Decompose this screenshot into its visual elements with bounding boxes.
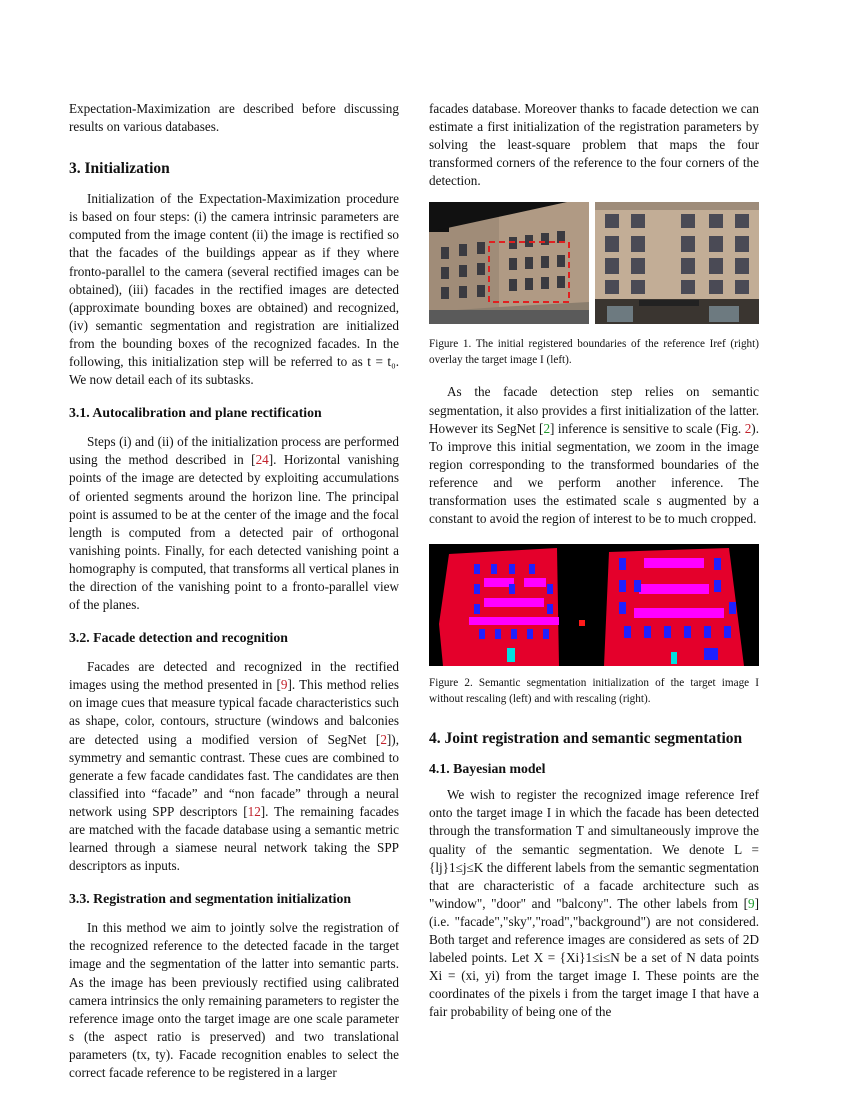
section-3-1-paragraph: Steps (i) and (ii) of the initialization process are performed using the method described in [24]. Horizontal vanishing points of the image are detected by exploiting accumulations of oriented segments around the horizon line. The principal point is assumed to be at the center of the image and the focal length is computed from a detected pair of orthogonal vanishing points. Finally, for each detected vanishing point a homography is computed, that transforms all vertical planes in the direction of the vanishing point to a fronto-parallel view of the planes.	[69, 434, 399, 613]
citation-link[interactable]: 2	[380, 731, 387, 747]
figure-1-caption: Figure 1. The initial registered boundaries of the reference Iref (right) overlay the target image I (left).	[429, 338, 759, 367]
segmentation-paragraph: As the facade detection step relies on semantic segmentation, it also provides a first initialization of the latter. However its SegNet [2] inference is sensitive to scale (Fig. 2). To improve this initial segmentation, we zoom in the image region corresponding to the transformed boundaries of the reference and we perform another inference. The transformation uses the estimated scale s augmented by a constant to avoid the region of interest to be to much cropped.	[429, 384, 759, 527]
citation-link[interactable]: 12	[247, 803, 261, 819]
right-column	[429, 100, 759, 1021]
intro-paragraph-end: Expectation-Maximization are described before discussing results on various databases.	[69, 101, 399, 135]
section-4-1-heading: 4.1. Bayesian model	[429, 761, 546, 777]
citation-link[interactable]: 9	[748, 895, 755, 911]
section-3-1-heading: 3.1. Autocalibration and plane rectification	[69, 405, 322, 421]
section-4-1-paragraph: We wish to register the recognized image reference Iref onto the target image I in which the facade has been detected through the transformation T and simultaneously improve the quality of the semantic segmentation. We denote L = {lj}1≤j≤K the different labels from the semantic segmentation that are characteristic of a facade architecture such as "window", "door" and "balcony". The other labels from [9] (i.e. "facade","sky","road","background") are not considered. Both target and reference images are considered as sets of 2D labeled points. Let X = {Xi}1≤i≤N be a set of N data points Xi = (xi, yi) from the target image I. These points are the coordinates of the pixels i from the target image I that have a fair probability of being one of the	[429, 787, 759, 1020]
citation-link[interactable]: 2	[543, 420, 551, 436]
figure-1-image	[429, 202, 759, 324]
figure-2-image	[429, 544, 759, 666]
continued-paragraph: facades database. Moreover thanks to facade detection we can estimate a first initialization of the registration parameters by solving the least-square problem that maps the four transformed corners of the reference to the four corners of the detection.	[429, 101, 759, 189]
figure-reference-link[interactable]: 2	[744, 420, 752, 436]
section-3-heading: 3. Initialization	[69, 160, 170, 178]
left-column	[69, 100, 399, 1082]
section-3-paragraph: Initialization of the Expectation-Maximization procedure is based on four steps: (i) the camera intrinsic parameters are computed from the image content (ii) the image is rectified so that the facades of the buildings appear as if they where fronto-parallel to the camera (several rectified images can be obtained), (iii) facades in the rectified images are detected (approximate bounding boxes are obtained) and recognized, (iv) semantic segmentation and registration are initialized from the bounding boxes of the recognized facades. In the following, this initialization step will be referred to as t = t₀. We now detail each of its subtasks.	[69, 191, 399, 388]
citation-link[interactable]: 9	[280, 677, 288, 693]
section-4-heading: 4. Joint registration and semantic segmentation	[429, 730, 743, 748]
figure-2-caption: Figure 2. Semantic segmentation initialization of the target image I without rescaling (left) and with rescaling (right).	[429, 677, 759, 706]
section-3-3-heading: 3.3. Registration and segmentation initialization	[69, 891, 352, 907]
section-3-3-paragraph: In this method we aim to jointly solve the registration of the recognized reference to the detected facade in the target image and the segmentation of the latter into semantic parts. As the image has been previously rectified using calibrated camera intrinsics the only remaining parameters to register the reference image onto the target image are one scale parameter s (the aspect ratio is preserved) and two translational parameters (tx, ty). Facade recognition enables to select the correct facade reference to be registered in a larger	[69, 920, 399, 1081]
citation-link[interactable]: 24	[255, 452, 269, 468]
section-3-2-paragraph: Facades are detected and recognized in the rectified images using the method presented in [9]. This method relies on image cues that measure typical facade characteristics such as shape, color, contours, structure (windows and balconies are detected using a modified version of SegNet [2]), symmetry and semantic contrast. These cues are combined to generate a few facade candidates fast. The candidates are then classified into “facade” and “non facade” through a neural network using SPP descriptors [12]. The remaining facades are matched with the facade database using a semantic metric learned through a siamese neural network taking the SPP descriptors as inputs.	[69, 659, 399, 874]
section-3-2-heading: 3.2. Facade detection and recognition	[69, 630, 288, 646]
